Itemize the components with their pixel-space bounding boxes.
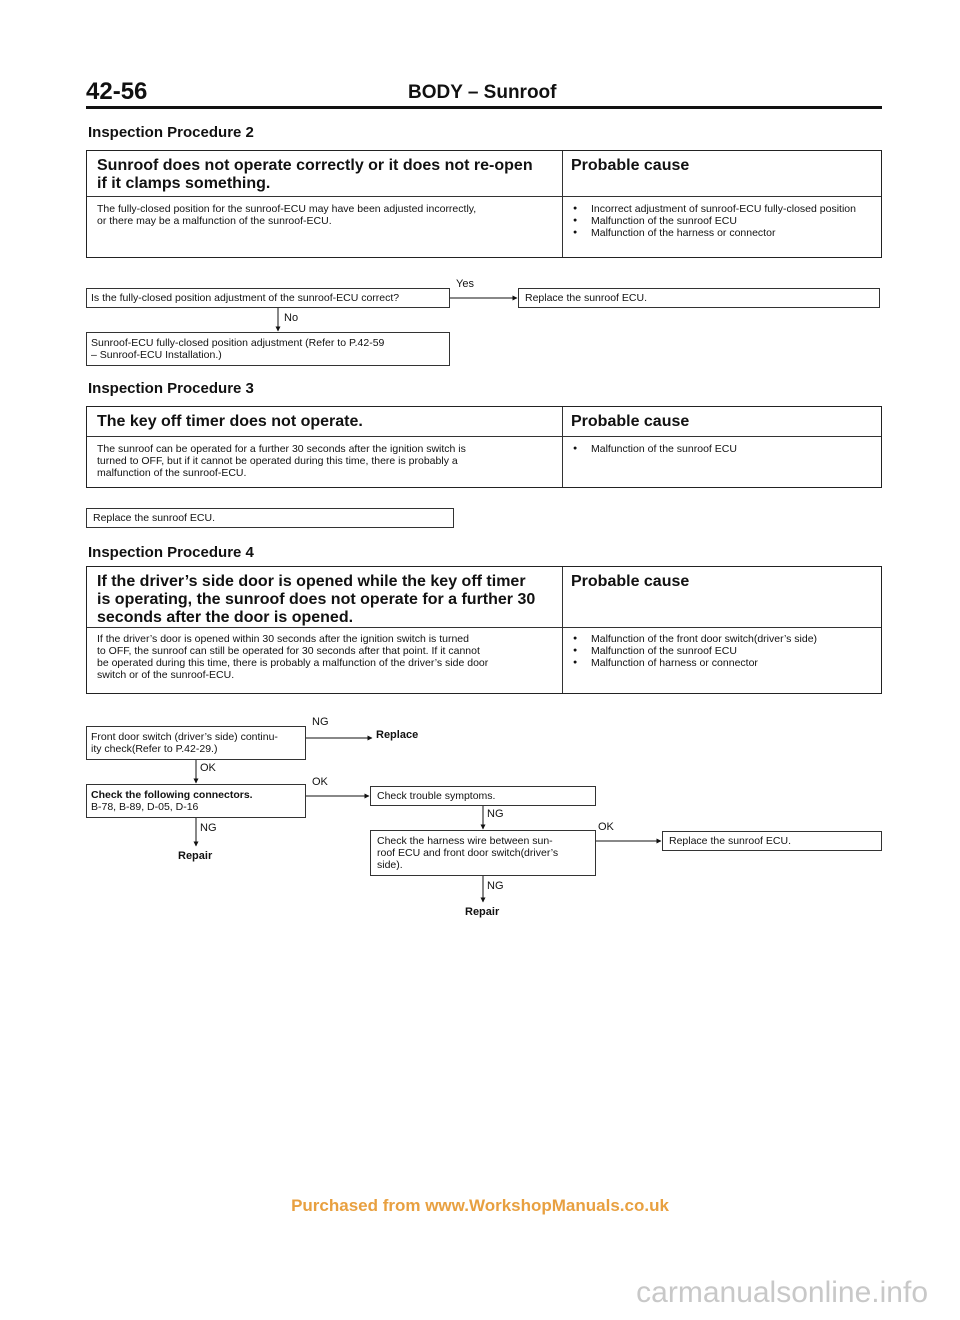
procedure2-adjustment-box: Sunroof-ECU fully-closed position adjustment (Refer to P.42-59 – Sunroof-ECU Installation.)	[86, 332, 450, 366]
procedure4-step1-replace: Replace	[376, 729, 419, 741]
procedure4-cause-header: Probable cause	[571, 573, 690, 590]
procedure2-question-box: Is the fully-closed position adjustment of the sunroof-ECU correct?	[86, 288, 450, 308]
section-title: BODY – Sunroof	[408, 82, 557, 103]
procedure2-symptom: Sunroof does not operate correctly or it does not re-open if it clamps something.	[97, 157, 533, 192]
site-watermark: carmanualsonline.info	[636, 1276, 928, 1309]
procedure4-symptom: If the driver’s side door is opened while the key off timer is operating, the sunroof does not operate for a further 30 seconds after the door is opened.	[97, 573, 536, 626]
procedure2-cause-header: Probable cause	[571, 157, 690, 174]
procedure4-step4-repair: Repair	[465, 906, 500, 918]
page-number: 42-56	[86, 78, 148, 105]
procedure2-yes-label: Yes	[456, 278, 474, 290]
procedure3-symptom: The key off timer does not operate.	[97, 413, 363, 430]
procedure3-cause-header: Probable cause	[571, 413, 690, 430]
list-item: ● Malfunction of the sunroof ECU	[573, 215, 873, 227]
procedure4-step2-ok-label: OK	[312, 776, 328, 788]
procedure4-harness-box: Check the harness wire between sun- roof ECU and front door switch(driver’s side).	[370, 830, 596, 876]
list-item: ● Malfunction of the sunroof ECU	[573, 645, 873, 657]
procedure4-continuity-box: Front door switch (driver’s side) continu- ity check(Refer to P.42-29.)	[86, 726, 306, 760]
procedure4-symptoms-box: Check trouble symptoms.	[370, 786, 596, 806]
list-item: ● Malfunction of the harness or connector	[573, 227, 873, 239]
procedure4-step4-ng-label: NG	[487, 880, 504, 892]
procedure3-description: The sunroof can be operated for a further 30 seconds after the ignition switch is turned to OFF, but if it cannot be operated during this time, there is probably a malfunction of the sunroof-ECU.	[97, 443, 466, 479]
procedure3-replace-box: Replace the sunroof ECU.	[86, 508, 454, 528]
procedure4-step2-repair: Repair	[178, 850, 213, 862]
procedure4-heading: Inspection Procedure 4	[88, 544, 254, 561]
procedure4-step1-ok-label: OK	[200, 762, 216, 774]
procedure4-step4-ok-label: OK	[598, 821, 614, 833]
purchased-watermark: Purchased from www.WorkshopManuals.co.uk	[291, 1196, 669, 1215]
list-item: ● Malfunction of the front door switch(driver’s side)	[573, 633, 873, 645]
procedure2-description: The fully-closed position for the sunroof-ECU may have been adjusted incorrectly, or there may be a malfunction of the sunroof-ECU.	[97, 203, 477, 227]
procedure2-no-label: No	[284, 312, 299, 324]
list-item: ● Incorrect adjustment of sunroof-ECU fully-closed position	[573, 203, 873, 215]
procedure4-step3-ng-label: NG	[487, 808, 504, 820]
procedure4-description: If the driver’s door is opened within 30 seconds after the ignition switch is turned to OFF, the sunroof can still be operated for 30 seconds after that point. If it cannot be operated during this time, there is probably a malfunction of the driver’s side door switch or of the sunroof-ECU.	[97, 633, 489, 681]
list-item: ● Malfunction of the sunroof ECU	[573, 443, 873, 455]
procedure3-heading: Inspection Procedure 3	[88, 380, 254, 397]
procedure4-step2-ng-label: NG	[200, 822, 217, 834]
procedure2-replace-box: Replace the sunroof ECU.	[518, 288, 880, 308]
procedure4-step1-ng-label: NG	[312, 716, 329, 728]
procedure2-heading: Inspection Procedure 2	[88, 124, 254, 141]
procedure4-connectors-box: Check the following connectors. B-78, B-89, D-05, D-16	[86, 784, 306, 818]
procedure4-replace-ecu-box: Replace the sunroof ECU.	[662, 831, 882, 851]
list-item: ● Malfunction of harness or connector	[573, 657, 873, 669]
